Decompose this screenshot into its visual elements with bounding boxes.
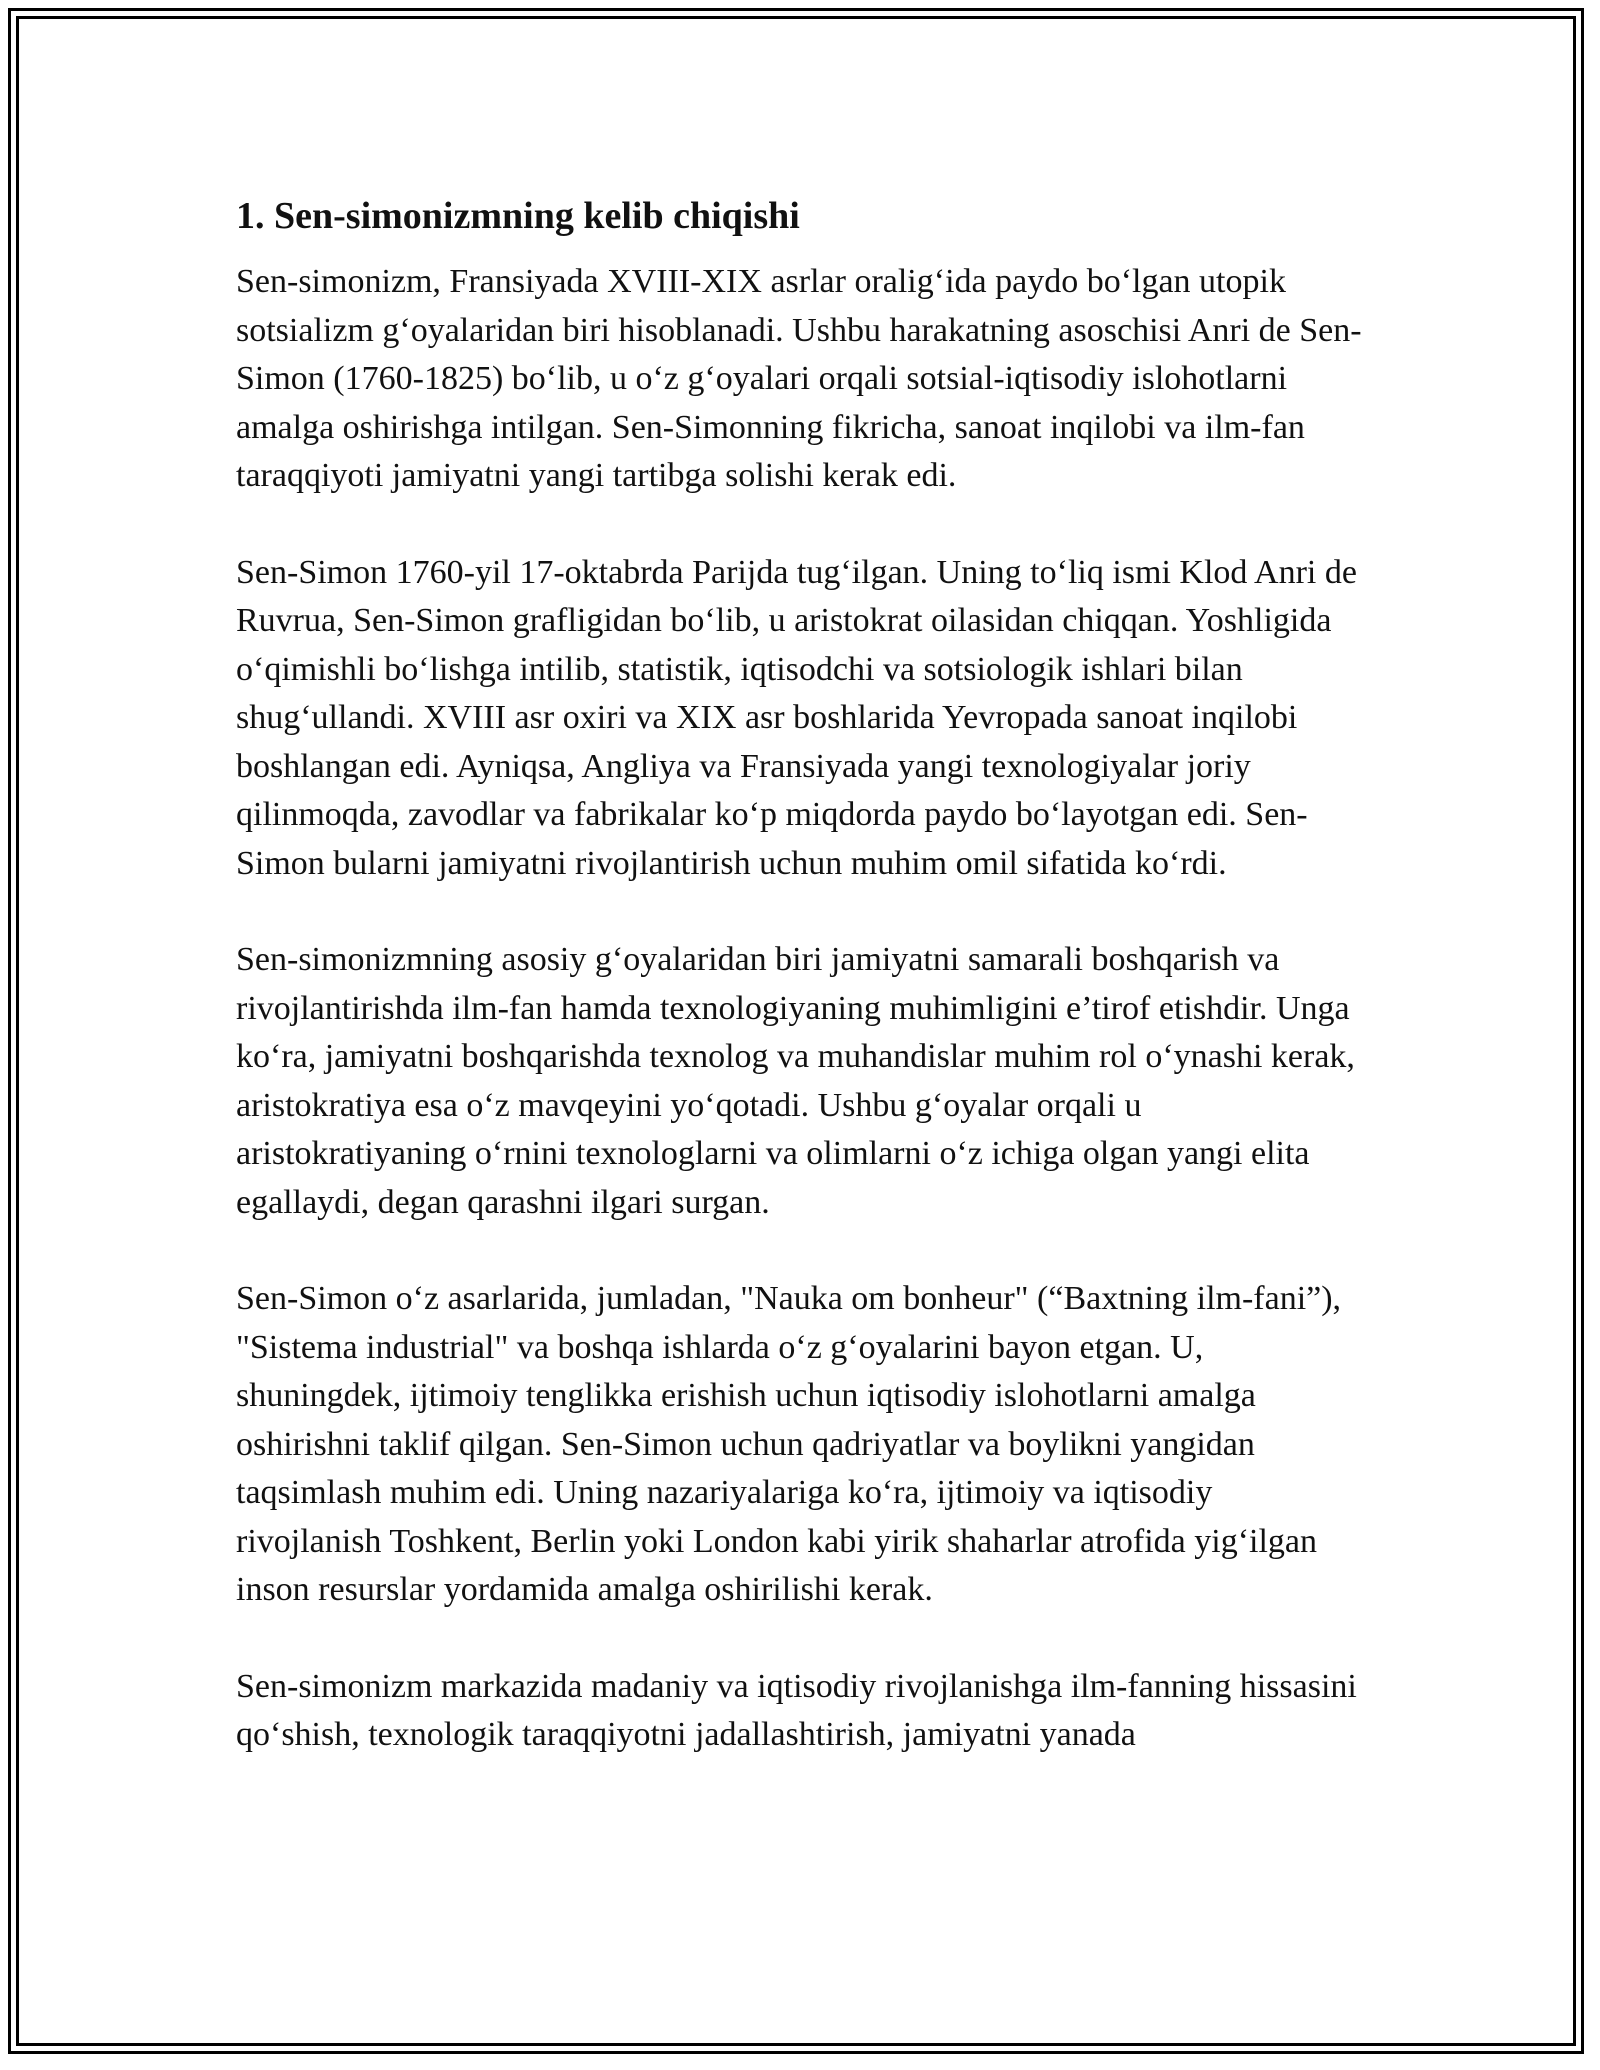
paragraph-2: Sen-Simon 1760-yil 17-oktabrda Parijda tug‘ilgan. Uning to‘liq ismi Klod Anri de Ruvrua, Sen-Simon grafligidan bo‘lib, u aristokrat oilasidan chiqqan. Yoshligida o‘qimishli bo‘lishga intilib, statistik, iqtisodchi va sotsiologik ishlari bilan shug‘ullandi. XVIII asr oxiri va XIX asr boshlarida Yevropada sanoat inqilobi boshlangan edi. Ayniqsa, Angliya va Fransiyada yangi texnologiyalar joriy qilinmoqda, zavodlar va fabrikalar ko‘p miqdorda paydo bo‘layotgan edi. Sen-Simon bularni jamiyatni rivojlantirish uchun muhim omil sifatida ko‘rdi. xyxy=(236,553,1357,882)
paragraph-1: Sen-simonizm, Fransiyada XVIII-XIX asrlar oralig‘ida paydo bo‘lgan utopik sotsializm g‘oyalaridan biri hisoblanadi. Ushbu harakatning asoschisi Anri de Sen-Simon (1760-1825) bo‘lib, u o‘z g‘oyalari orqali sotsial-iqtisodiy islohotlarni amalga oshirishga intilgan. Sen-Simonning fikricha, sanoat inqilobi va ilm-fan taraqqiyoti jamiyatni yangi tartibga solishi kerak edi. xyxy=(236,263,1362,494)
paragraph-5: Sen-simonizm markazida madaniy va iqtisodiy rivojlanishga ilm-fanning hissasini qo‘shish, texnologik taraqqiyotni jadallashtirish, jamiyatni yanada xyxy=(236,1667,1357,1753)
section-heading: 1. Sen-simonizmning kelib chiqishi xyxy=(236,195,800,237)
paragraph-4: Sen-Simon o‘z asarlarida, jumladan, "Nauka om bonheur" (“Baxtning ilm-fani”), "Sistema industrial" va boshqa ishlarda o‘z g‘oyalarini bayon etgan. U, shuningdek, ijtimoiy tenglikka erishish uchun iqtisodiy islohotlarni amalga oshirishni taklif qilgan. Sen-Simon uchun qadriyatlar va boylikni yangidan taqsimlash muhim edi. Uning nazariyalariga ko‘ra, ijtimoiy va iqtisodiy rivojlanish Toshkent, Berlin yoki London kabi yirik shaharlar atrofida yig‘ilgan inson resurslar yordamida amalga oshirilishi kerak. xyxy=(236,1280,1342,1608)
paragraph-3: Sen-simonizmning asosiy g‘oyalaridan biri jamiyatni samarali boshqarish va rivojlantirishda ilm-fan hamda texnologiyaning muhimligini e’tirof etishdir. Unga ko‘ra, jamiyatni boshqarishda texnolog va muhandislar muhim rol o‘ynashi kerak, aristokratiya esa o‘z mavqeyini yo‘qotadi. Ushbu g‘oyalar orqali u aristokratiyaning o‘rnini texnologlarni va olimlarni o‘z ichiga olgan yangi elita egallaydi, degan qarashni ilgari surgan. xyxy=(236,941,1355,1221)
document-body xyxy=(236,188,1366,1808)
